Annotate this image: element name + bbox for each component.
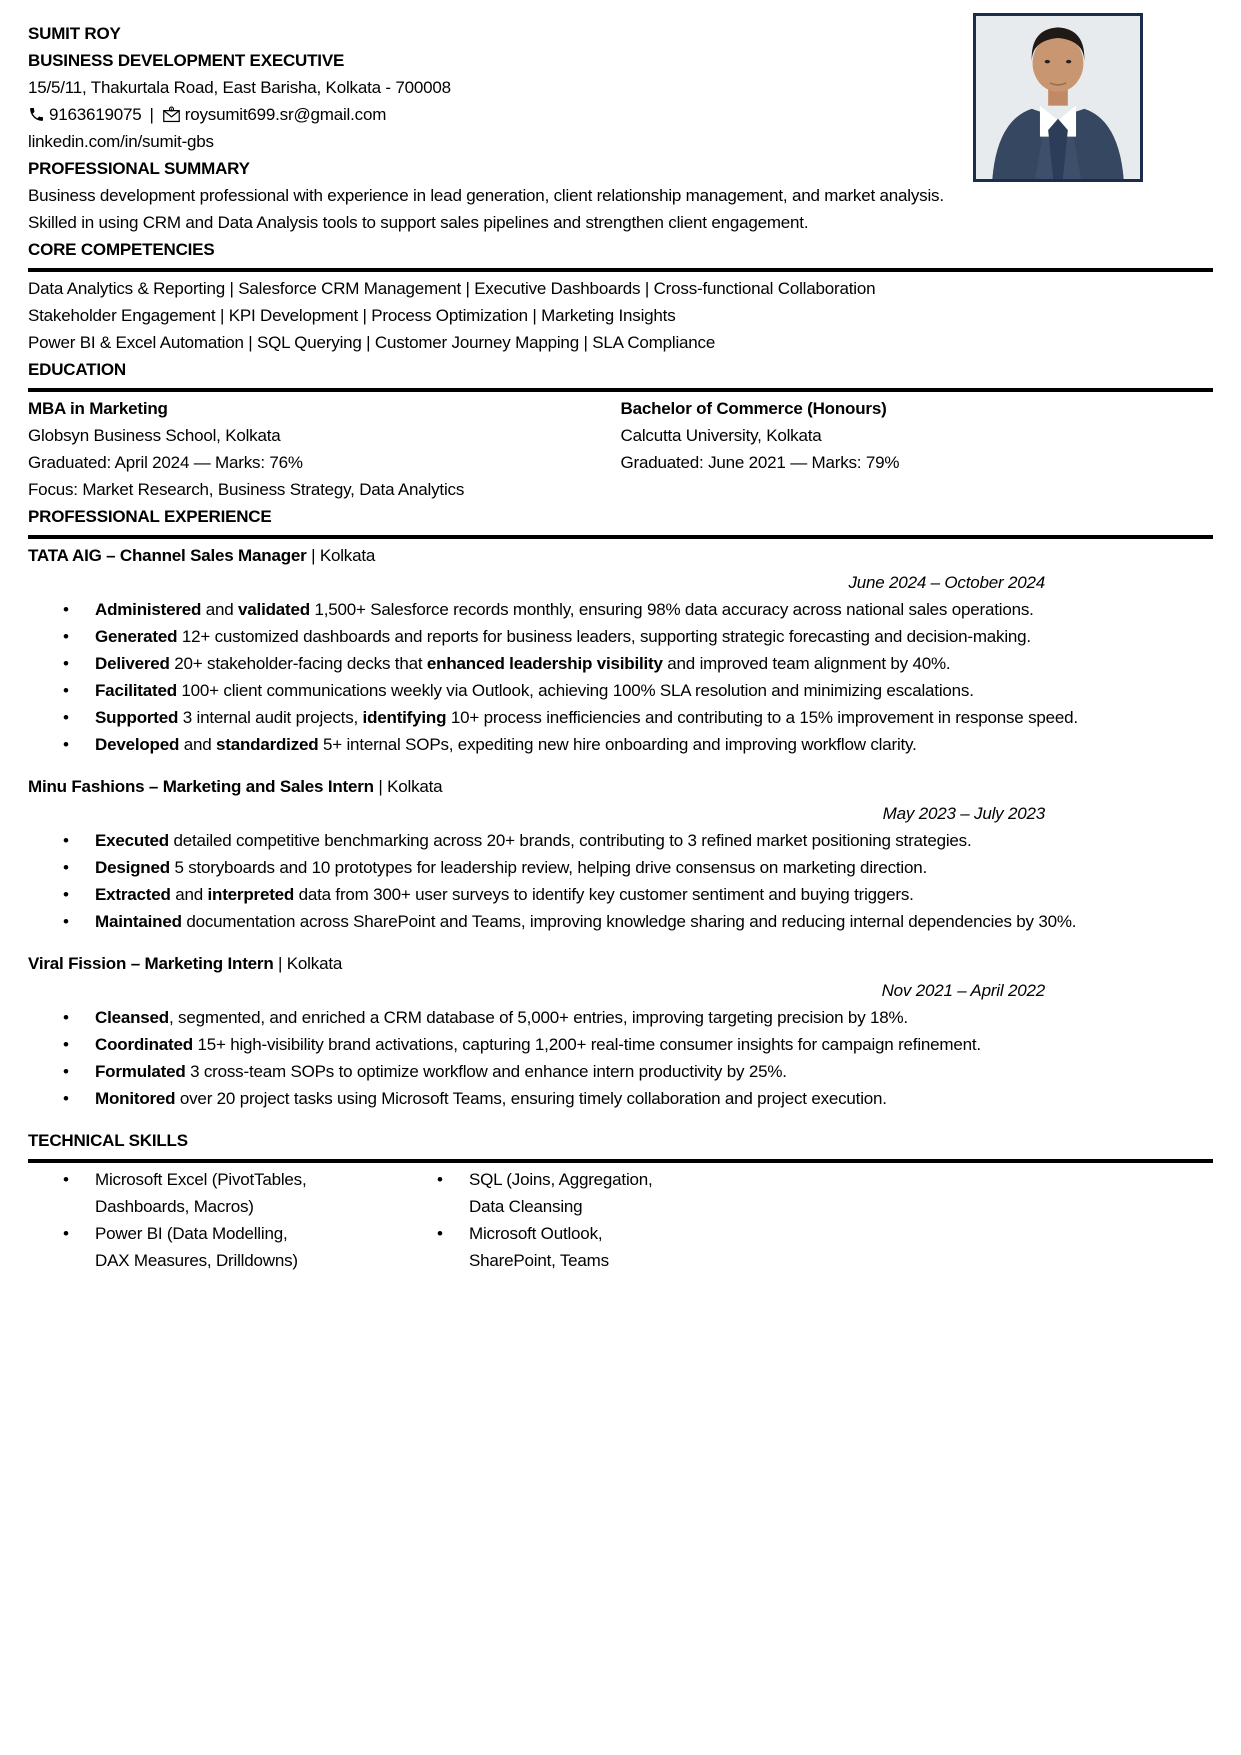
bullet-bold-text: Facilitated [95, 681, 177, 700]
education-line: Calcutta University, Kolkata [620, 426, 822, 445]
bullet-text: documentation across SharePoint and Teams, improving knowledge sharing and reducing internal dependencies by 30%. [181, 912, 1077, 931]
profile-photo-illustration [976, 16, 1140, 179]
education-entry [28, 395, 621, 503]
bullet-bold-text: Delivered [95, 654, 170, 673]
skills-heading: TECHNICAL SKILLS [28, 1131, 188, 1150]
skill-item [402, 1220, 653, 1274]
competency-line: Stakeholder Engagement | KPI Development | Process Optimization | Marketing Insights [28, 306, 676, 325]
skill-line: • Microsoft Outlook, [469, 1224, 603, 1243]
bullet-bold-text: Developed [95, 735, 180, 754]
bullet-item [28, 908, 1213, 935]
skill-line: • SQL (Joins, Aggregation, [469, 1170, 653, 1189]
bullet-item [28, 854, 1213, 881]
experience-rule [28, 535, 1213, 539]
jobs [28, 542, 1213, 1112]
bullet-text: 20+ stakeholder-facing decks that [169, 654, 427, 673]
skill-line: SharePoint, Teams [469, 1251, 609, 1270]
bullet-text: detailed competitive benchmarking across 20+ brands, contributing to 3 refined market positioning strategies. [169, 831, 972, 850]
person-name: SUMIT ROY [28, 24, 121, 43]
skills-column [402, 1166, 653, 1274]
summary-heading: PROFESSIONAL SUMMARY [28, 159, 250, 178]
skill-line: • Microsoft Excel (PivotTables, [95, 1170, 307, 1189]
bullet-bold-text: Executed [95, 831, 169, 850]
bullet-item [28, 827, 1213, 854]
bullet-text: 5 storyboards and 10 prototypes for leadership review, helping drive consensus on marketing direction. [169, 858, 928, 877]
education-heading: EDUCATION [28, 360, 126, 379]
phone-number: 9163619075 [49, 105, 142, 124]
bullet-bold-text: enhanced leadership visibility [426, 654, 663, 673]
bullet-bold-text: validated [238, 600, 310, 619]
bullet-text: 3 internal audit projects, [178, 708, 363, 727]
email-icon [162, 106, 181, 123]
bullet-text: and [179, 735, 216, 754]
address-line: 15/5/11, Thakurtala Road, East Barisha, Kolkata - 700008 [28, 78, 451, 97]
competencies-rule [28, 268, 1213, 272]
job-location: | Kolkata [306, 546, 376, 565]
bullet-bold-text: Supported [95, 708, 179, 727]
skill-item [402, 1166, 653, 1220]
bullet-text: over 20 project tasks using Microsoft Teams, ensuring timely collaboration and project execution. [175, 1089, 887, 1108]
bullet-text: and [201, 600, 239, 619]
education-line: Graduated: April 2024 — Marks: 76% [28, 453, 303, 472]
skills-section [28, 1127, 1213, 1274]
summary-line: Skilled in using CRM and Data Analysis tools to support sales pipelines and strengthen client engagement. [28, 213, 809, 232]
education-line: Graduated: June 2021 — Marks: 79% [620, 453, 900, 472]
profile-photo [973, 13, 1143, 182]
bullet-text: 1,500+ Salesforce records monthly, ensuring 98% data accuracy across national sales operations. [309, 600, 1034, 619]
bullet-bold-text: interpreted [207, 885, 295, 904]
bullet-text: 12+ customized dashboards and reports for business leaders, supporting strategic forecasting and decision-making. [177, 627, 1031, 646]
bullet-item [28, 1058, 1213, 1085]
bullet-item [28, 731, 1213, 758]
skills-rule [28, 1159, 1213, 1163]
bullet-bold-text: Coordinated [95, 1035, 193, 1054]
job-company-role: Viral Fission – Marketing Intern [28, 954, 274, 973]
job-entry [28, 542, 1213, 758]
skill-line: • Power BI (Data Modelling, [95, 1224, 288, 1243]
phone-icon [28, 106, 45, 123]
bullet-text: data from 300+ user surveys to identify key customer sentiment and buying triggers. [294, 885, 914, 904]
linkedin-line: linkedin.com/in/sumit-gbs [28, 132, 214, 151]
bullet-item [28, 1085, 1213, 1112]
bullet-text: 3 cross-team SOPs to optimize workflow and enhance intern productivity by 25%. [185, 1062, 787, 1081]
contact-separator: | [149, 105, 154, 124]
job-entry [28, 773, 1213, 935]
education-degree: MBA in Marketing [28, 399, 168, 418]
summary-lines [28, 182, 1213, 236]
job-bullets [28, 596, 1213, 758]
bullet-bold-text: identifying [362, 708, 447, 727]
bullet-item [28, 1031, 1213, 1058]
job-bullets [28, 827, 1213, 935]
job-entry [28, 950, 1213, 1112]
job-dates: June 2024 – October 2024 [848, 573, 1045, 592]
bullet-item [28, 623, 1213, 650]
skill-line: Dashboards, Macros) [95, 1197, 254, 1216]
bullet-bold-text: Extracted [95, 885, 171, 904]
competencies-lines [28, 275, 1213, 356]
skills-list [402, 1166, 653, 1274]
education-rule [28, 388, 1213, 392]
education-grid [28, 395, 1213, 503]
competencies-heading: CORE COMPETENCIES [28, 240, 215, 259]
skill-item [28, 1166, 402, 1220]
bullet-text: 5+ internal SOPs, expediting new hire onboarding and improving workflow clarity. [318, 735, 917, 754]
bullet-text: , segmented, and enriched a CRM database of 5,000+ entries, improving targeting precision by 18%. [169, 1008, 908, 1027]
education-line: Globsyn Business School, Kolkata [28, 426, 281, 445]
education-degree: Bachelor of Commerce (Honours) [620, 399, 887, 418]
bullet-text: and improved team alignment by 40%. [662, 654, 951, 673]
skills-list [28, 1166, 402, 1274]
person-title: BUSINESS DEVELOPMENT EXECUTIVE [28, 51, 345, 70]
education-line: Focus: Market Research, Business Strategy, Data Analytics [28, 480, 465, 499]
email-address: roysumit699.sr@gmail.com [184, 105, 387, 124]
bullet-text: 100+ client communications weekly via Outlook, achieving 100% SLA resolution and minimizing escalations. [176, 681, 974, 700]
skills-columns [28, 1166, 1213, 1274]
job-company-role: TATA AIG – Channel Sales Manager [28, 546, 307, 565]
bullet-bold-text: Formulated [95, 1062, 186, 1081]
skills-column [28, 1166, 402, 1274]
job-dates: Nov 2021 – April 2022 [881, 981, 1045, 1000]
skill-line: DAX Measures, Drilldowns) [95, 1251, 298, 1270]
skill-line: Data Cleansing [469, 1197, 583, 1216]
job-header [28, 773, 1213, 800]
summary-line: Business development professional with experience in lead generation, client relationship management, and market analysis. [28, 186, 944, 205]
job-header [28, 542, 1213, 569]
bullet-bold-text: Cleansed [95, 1008, 169, 1027]
job-company-role: Minu Fashions – Marketing and Sales Intern [28, 777, 374, 796]
skill-item [28, 1220, 402, 1274]
bullet-item [28, 1004, 1213, 1031]
bullet-item [28, 704, 1213, 731]
experience-heading: PROFESSIONAL EXPERIENCE [28, 507, 272, 526]
bullet-bold-text: Designed [95, 858, 170, 877]
bullet-text: and [170, 885, 208, 904]
bullet-bold-text: Generated [95, 627, 178, 646]
education-entry [621, 395, 1214, 503]
competency-line: Data Analytics & Reporting | Salesforce CRM Management | Executive Dashboards | Cross-functional Collaboration [28, 279, 876, 298]
bullet-item [28, 677, 1213, 704]
bullet-item [28, 650, 1213, 677]
bullet-item [28, 596, 1213, 623]
job-location: | Kolkata [373, 777, 443, 796]
job-dates: May 2023 – July 2023 [882, 804, 1045, 823]
bullet-item [28, 881, 1213, 908]
job-header [28, 950, 1213, 977]
bullet-text: 10+ process inefficiencies and contributing to a 15% improvement in response speed. [446, 708, 1078, 727]
competency-line: Power BI & Excel Automation | SQL Querying | Customer Journey Mapping | SLA Compliance [28, 333, 716, 352]
bullet-bold-text: Maintained [95, 912, 182, 931]
bullet-bold-text: Administered [95, 600, 202, 619]
job-bullets [28, 1004, 1213, 1112]
bullet-text: 15+ high-visibility brand activations, capturing 1,200+ real-time consumer insights for campaign refinement. [192, 1035, 981, 1054]
bullet-bold-text: Monitored [95, 1089, 176, 1108]
bullet-bold-text: standardized [215, 735, 319, 754]
job-location: | Kolkata [273, 954, 343, 973]
